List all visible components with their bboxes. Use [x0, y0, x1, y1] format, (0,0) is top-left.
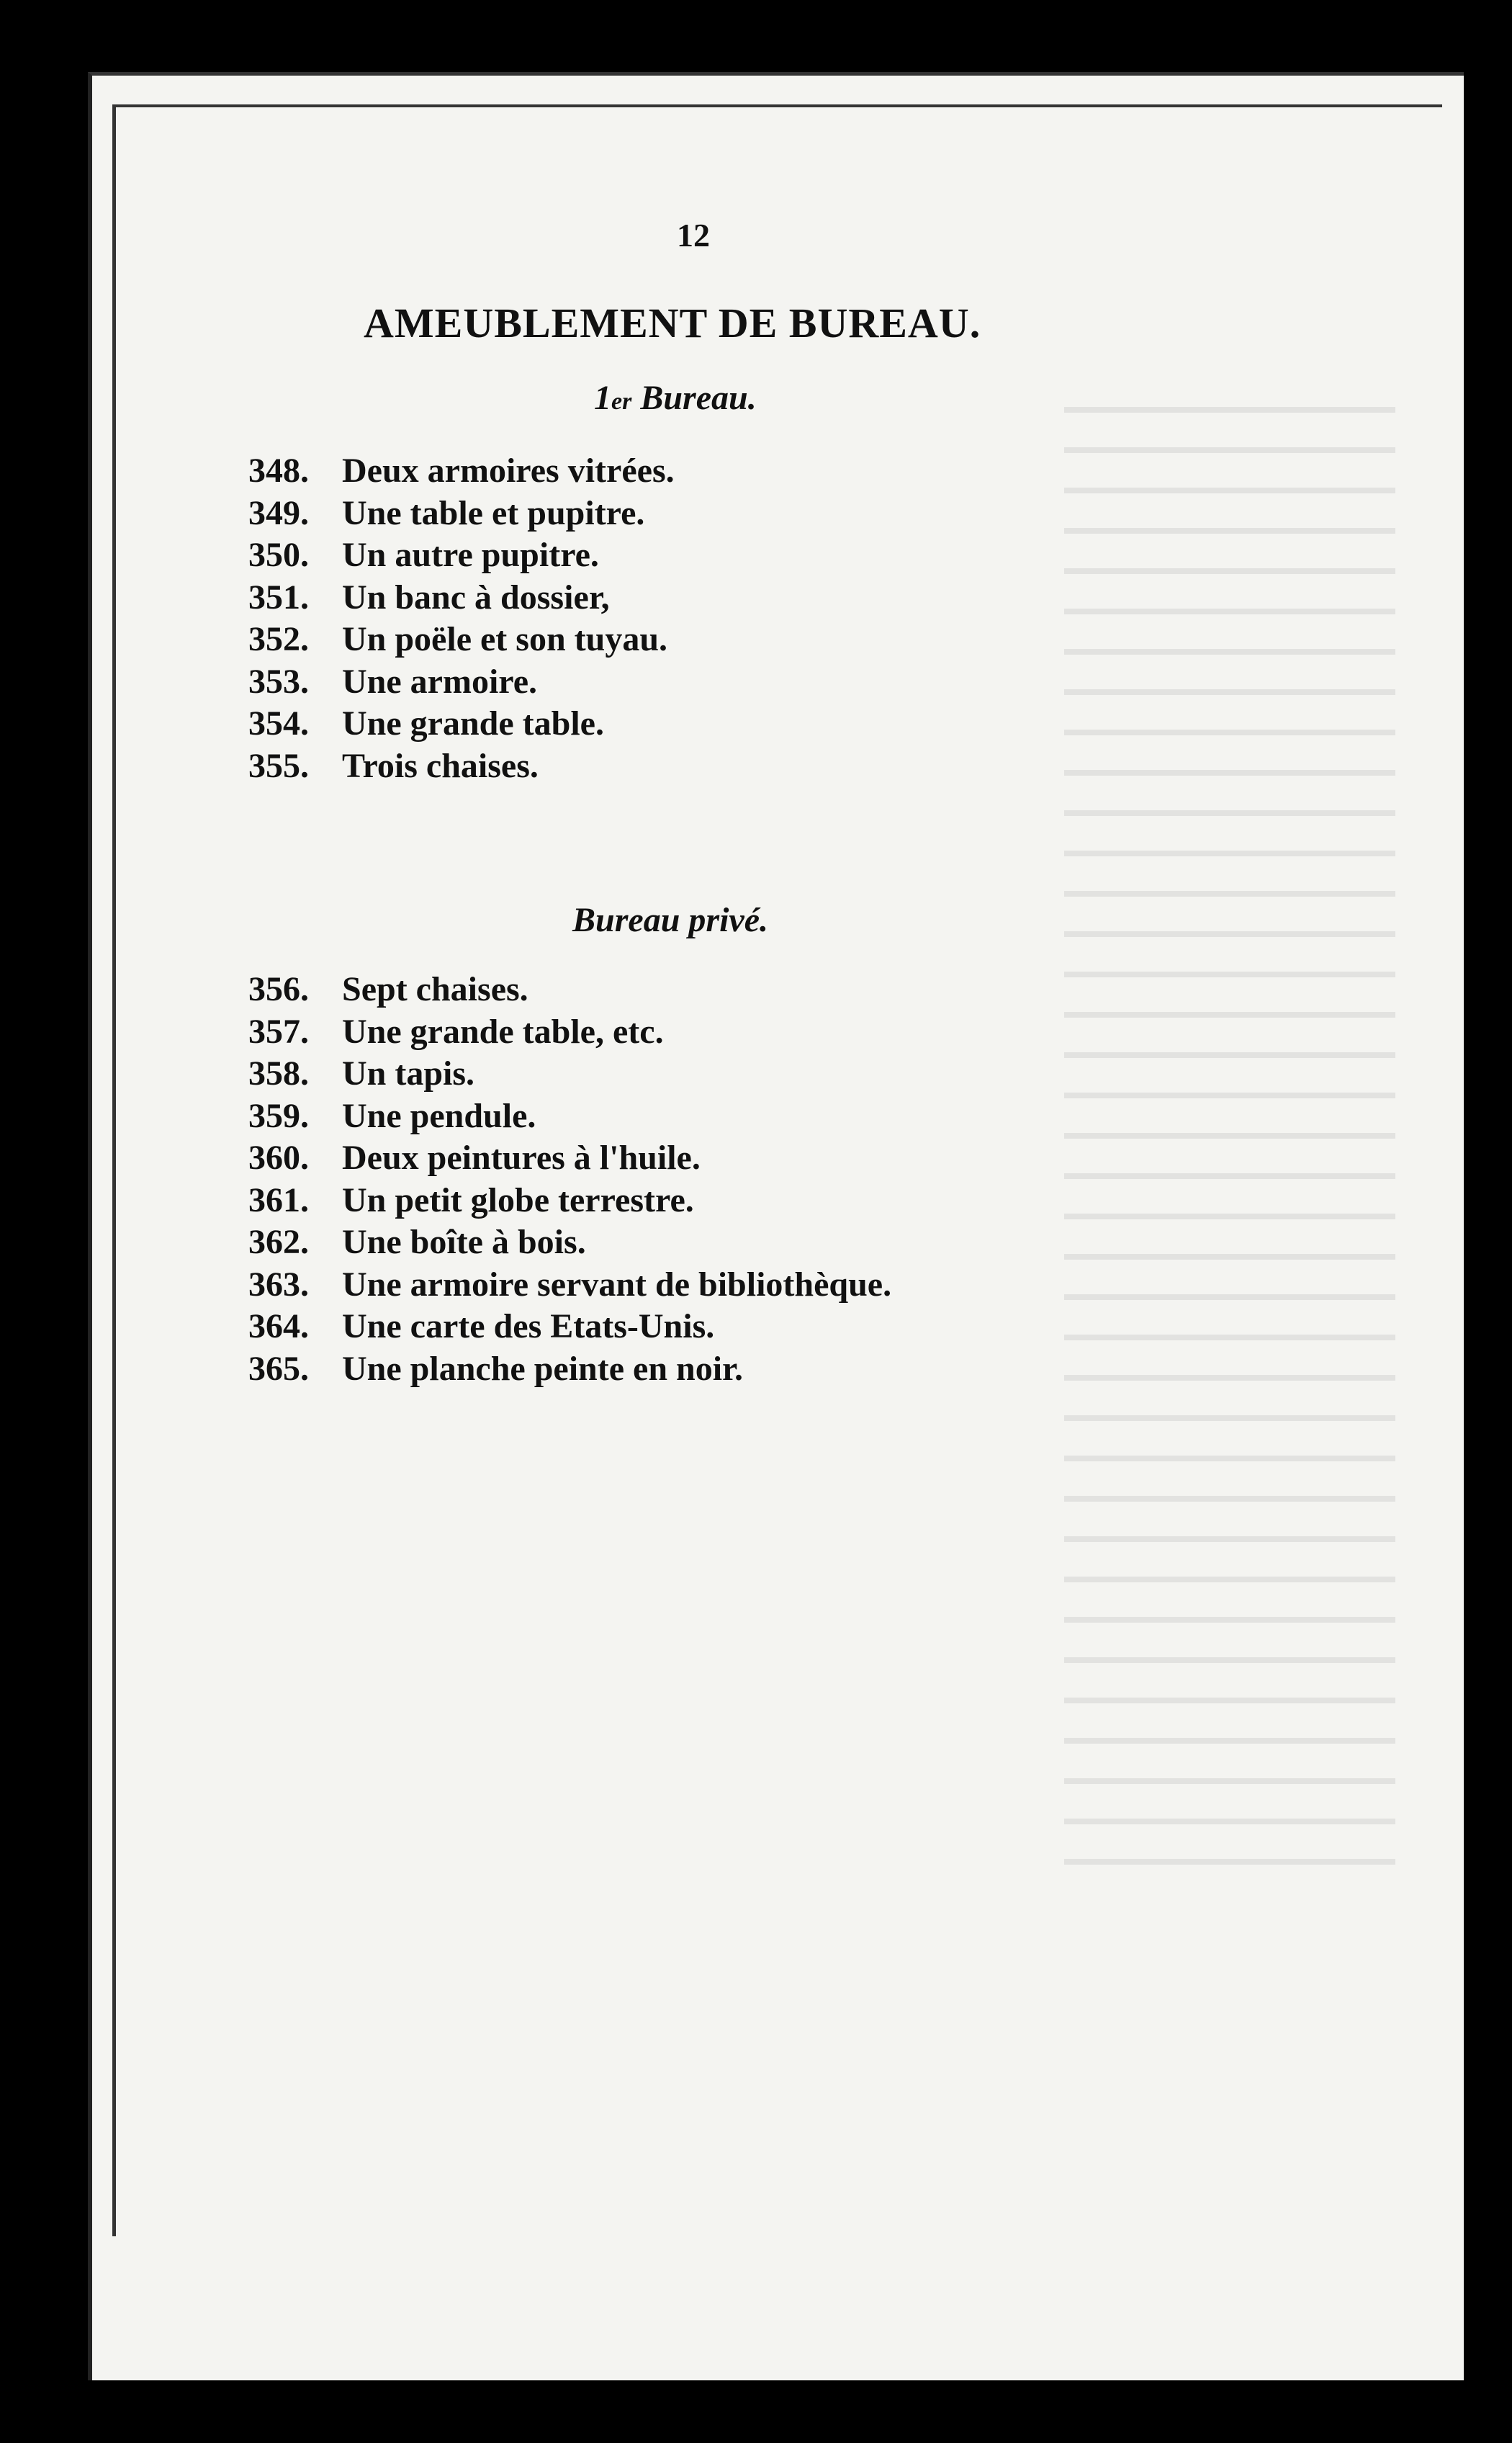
- item-text: Une armoire.: [342, 662, 538, 701]
- item-text: Un autre pupitre.: [342, 536, 599, 574]
- item-text: Une grande table, etc.: [342, 1012, 664, 1051]
- item-text: Une grande table.: [342, 704, 604, 743]
- item-number: 349.: [248, 493, 309, 532]
- item-number: 352.: [248, 620, 309, 658]
- list-item: [248, 1137, 891, 1180]
- list-item: [248, 745, 675, 788]
- item-text: Une carte des Etats-Unis.: [342, 1307, 715, 1345]
- item-number: 356.: [248, 970, 309, 1008]
- item-number: 354.: [248, 704, 309, 743]
- item-number: 361.: [248, 1180, 309, 1219]
- list-item: [248, 1222, 891, 1264]
- item-number: 360.: [248, 1139, 309, 1177]
- heading-prefix: 1: [594, 379, 611, 417]
- list-item: [248, 1264, 891, 1306]
- item-number: 355.: [248, 746, 309, 785]
- heading-rest: Bureau.: [631, 379, 757, 417]
- list-item: [248, 534, 675, 577]
- item-number: 350.: [248, 536, 309, 574]
- item-text: Deux peintures à l'huile.: [342, 1139, 701, 1177]
- item-number: 348.: [248, 452, 309, 490]
- list-item: [248, 493, 675, 535]
- page-title: AMEUBLEMENT DE BUREAU.: [364, 300, 981, 346]
- item-text: Un poële et son tuyau.: [342, 620, 668, 658]
- list-item: [248, 450, 675, 493]
- furniture-list-2: [248, 969, 891, 1390]
- item-text: Un tapis.: [342, 1054, 475, 1093]
- item-number: 358.: [248, 1054, 309, 1093]
- list-item: [248, 1348, 891, 1391]
- item-text: Une planche peinte en noir.: [342, 1349, 743, 1388]
- top-border-line: [112, 104, 1442, 107]
- item-text: Une pendule.: [342, 1096, 536, 1135]
- list-item: [248, 969, 891, 1011]
- item-number: 365.: [248, 1349, 309, 1388]
- list-item: [248, 1180, 891, 1222]
- section-heading-bureau-prive: Bureau privé.: [572, 901, 769, 939]
- item-number: 362.: [248, 1223, 309, 1261]
- page-number: 12: [677, 217, 710, 254]
- list-item: [248, 1011, 891, 1054]
- furniture-list-1: [248, 450, 675, 787]
- item-number: 351.: [248, 578, 309, 617]
- list-item: [248, 703, 675, 745]
- list-item: [248, 619, 675, 661]
- item-number: 353.: [248, 662, 309, 701]
- item-text: Une table et pupitre.: [342, 493, 645, 532]
- item-text: Un petit globe terrestre.: [342, 1180, 694, 1219]
- item-number: 359.: [248, 1096, 309, 1135]
- list-item: [248, 1053, 891, 1095]
- item-text: Une boîte à bois.: [342, 1223, 586, 1261]
- list-item: [248, 1095, 891, 1138]
- item-number: 364.: [248, 1307, 309, 1345]
- heading-superscript: er: [611, 388, 632, 415]
- item-number: 357.: [248, 1012, 309, 1051]
- list-item: [248, 661, 675, 704]
- list-item: [248, 577, 675, 619]
- item-text: Sept chaises.: [342, 970, 528, 1008]
- item-number: 363.: [248, 1265, 309, 1304]
- item-text: Deux armoires vitrées.: [342, 452, 675, 490]
- item-text: Trois chaises.: [342, 746, 539, 785]
- left-border-line: [112, 104, 116, 2236]
- section-heading-1er-bureau: [594, 378, 954, 418]
- item-text: Un banc à dossier,: [342, 578, 610, 617]
- item-text: Une armoire servant de bibliothèque.: [342, 1265, 892, 1304]
- list-item: [248, 1306, 891, 1348]
- bleed-through-text: [1064, 385, 1395, 1898]
